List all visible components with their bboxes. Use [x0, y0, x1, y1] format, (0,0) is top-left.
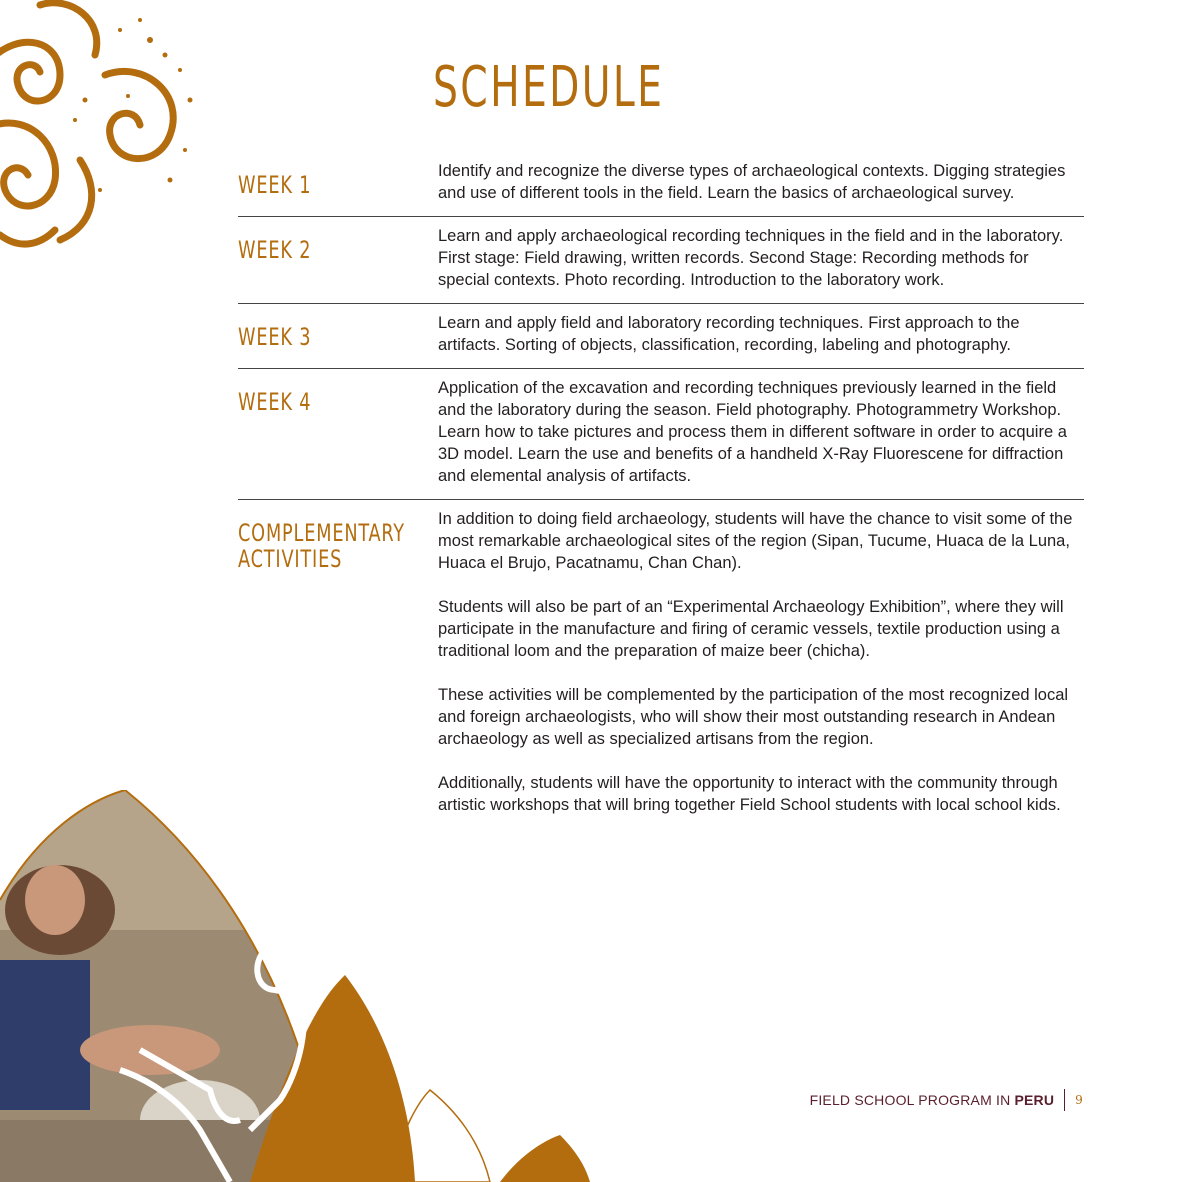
week-label: WEEK 3: [238, 323, 312, 351]
week-label: WEEK 4: [238, 388, 312, 416]
schedule-row: [238, 312, 1084, 369]
complementary-paragraph: Additionally, students will have the opportunity to interact with the community through artistic workshops that will bring together Field School students with local school kids.: [438, 774, 1061, 814]
field-photo-illustration: [0, 790, 600, 1182]
complementary-description: [438, 508, 1084, 816]
complementary-label-line1: COMPLEMENTARY: [238, 519, 405, 547]
spiral-ornament-icon: [0, 0, 200, 260]
complementary-paragraph: Students will also be part of an “Experimental Archaeology Exhibition”, where they will participate in the manufacture and firing of ceramic vessels, textile production using a traditional loom and the preparation of maize beer (chicha).: [438, 598, 1064, 660]
page-title: SCHEDULE: [433, 55, 665, 120]
schedule-table: [238, 160, 1084, 836]
footer-country: PERU: [1014, 1092, 1055, 1108]
week-label: WEEK 2: [238, 236, 312, 264]
complementary-paragraph: These activities will be complemented by the participation of the most recognized local and foreign archaeologists, who will show their most outstanding research in Andean archaeology as well as specialized artisans from the region.: [438, 686, 1069, 748]
page-footer: [810, 1089, 1083, 1111]
week-description: Learn and apply archaeological recording techniques in the field and in the laboratory. First stage: Field drawing, written records. Second Stage: Recording methods for special contexts. Photo recording. Introduction to the laboratory work.: [438, 227, 1064, 289]
week-description: Identify and recognize the diverse types of archaeological contexts. Digging strategies and use of different tools in the field. Learn the basics of archaeological survey.: [438, 162, 1066, 202]
complementary-row: [238, 508, 1084, 828]
complementary-paragraph: In addition to doing field archaeology, students will have the chance to visit some of the most remarkable archaeological sites of the region (Sipan, Tucume, Huaca de la Luna, Huaca el Brujo, Pacatnamu, Chan Chan).: [438, 510, 1073, 572]
schedule-row: [238, 160, 1084, 217]
week-description: Learn and apply field and laboratory recording techniques. First approach to the artifacts. Sorting of objects, classification, recording, labeling and photography.: [438, 314, 1020, 354]
schedule-row: [238, 225, 1084, 304]
schedule-row: [238, 377, 1084, 500]
footer-program: FIELD SCHOOL PROGRAM IN: [809, 1092, 1011, 1108]
complementary-label: [238, 508, 405, 816]
page-number: 9: [1075, 1093, 1083, 1107]
complementary-label-line2: ACTIVITIES: [238, 545, 343, 573]
week-description: Application of the excavation and recording techniques previously learned in the field and the laboratory during the season. Field photography. Photogrammetry Workshop. Learn how to take pictures and process them in different software in order to acquire a 3D model. Learn the use and benefits of a handheld X-Ray Fluorescene for diffraction and elemental analysis of artifacts.: [438, 379, 1067, 485]
week-label: WEEK 1: [238, 171, 312, 199]
footer-divider: [1064, 1089, 1065, 1111]
